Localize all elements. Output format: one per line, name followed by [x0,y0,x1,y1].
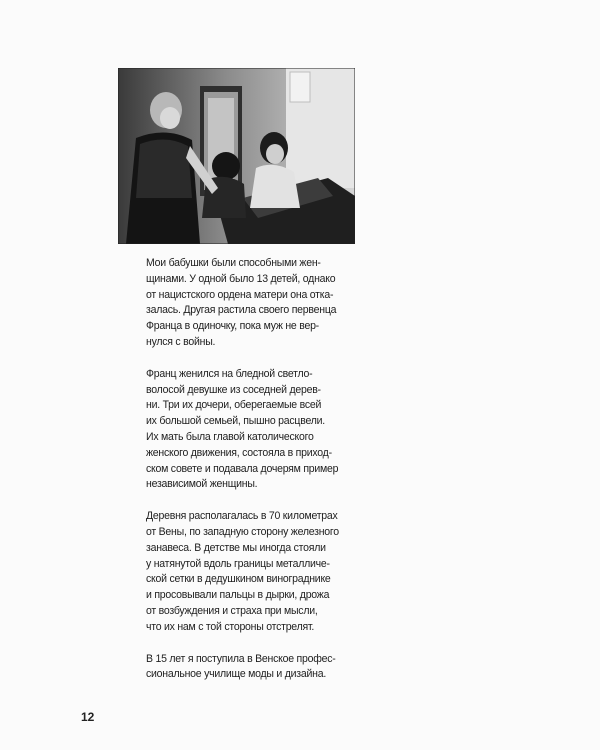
paragraph: Мои бабушки были способными жен- щинами. У одной было 13 детей, однако от нацистского ордена матери она отка- залась. Другая растила своего первенца Франца в одиночку, пока муж не вер- нулся с войны. [146,257,337,348]
paragraph: Франц женился на бледной светло- волосой девушке из соседней дерев- ни. Три их дочери, оберегаемые всей их большой семьей, пышно расцвели. Их мать была главой католического женского движения, состояла в приход- ском совете и подавала дочерям пример независимой женщины. [146,367,339,491]
page-number: 12 [81,710,95,724]
paragraph: В 15 лет я поступила в Венское профес- сиональное училище моды и дизайна. [146,652,336,681]
body-text [146,256,345,699]
paragraph: Деревня располагалась в 70 километрах от Вены, по западную сторону железного занавеса. В детстве мы иногда стояли у натянутой вдоль границы металличе- ской сетки в дедушкином винограднике и просовывали пальцы в дырки, дрожа от возбуждения и страха при мысли, что их нам с той стороны отстрелят. [146,510,339,633]
family-photo [118,68,355,244]
photo-icon [118,68,355,244]
